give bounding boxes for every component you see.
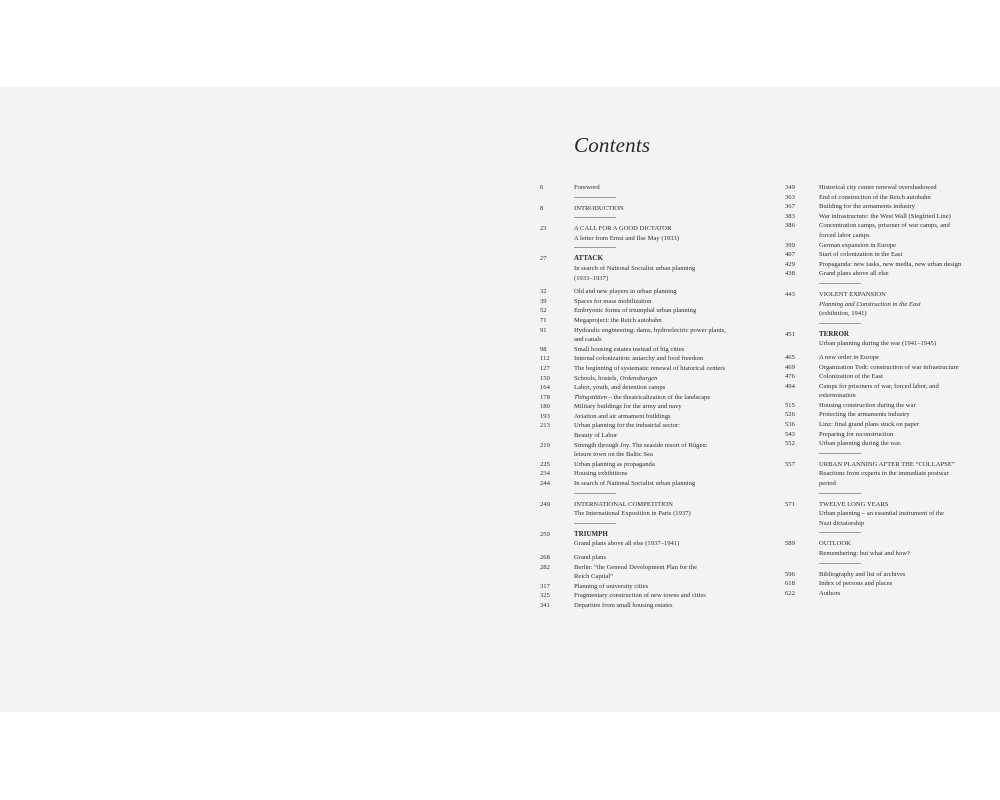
toc-entry[interactable] xyxy=(785,500,985,529)
section-divider xyxy=(785,528,985,539)
toc-entry[interactable] xyxy=(540,297,760,307)
toc-page-number: 341 xyxy=(540,601,550,609)
toc-entry[interactable] xyxy=(540,393,760,403)
toc-page-number: 383 xyxy=(785,212,795,220)
toc-entry-subtitle: Nazi dictatorship xyxy=(819,519,865,527)
toc-entry-title: Grand plans xyxy=(574,554,607,561)
toc-entry[interactable] xyxy=(785,439,985,449)
section-divider xyxy=(785,279,985,290)
toc-entry-subtitle: leisure town on the Baltic Sea xyxy=(574,451,653,459)
toc-page-number: 622 xyxy=(785,589,795,597)
divider-line xyxy=(574,197,616,198)
toc-entry-title: Urban planning for the industrial sector: xyxy=(574,422,681,430)
toc-entry[interactable] xyxy=(540,460,760,470)
toc-entry-subtitle: A letter from Ernst and Ilse May (1933) xyxy=(574,234,679,242)
toc-page-number: 39 xyxy=(540,297,547,305)
toc-entry-title: Urban planning as propaganda xyxy=(574,460,655,468)
toc-entry[interactable] xyxy=(785,250,985,260)
toc-page-number: 349 xyxy=(785,184,795,191)
toc-entry[interactable] xyxy=(785,330,985,349)
toc-entry[interactable] xyxy=(785,401,985,411)
toc-entry-title: Departure from small housing estates xyxy=(574,601,673,609)
toc-entry[interactable] xyxy=(785,382,985,401)
toc-entry-title: Embryonic forms of triumphal urban planning xyxy=(574,307,697,315)
toc-entry-title: Megaproject: the Reich autobahn xyxy=(574,316,662,324)
toc-entry-title xyxy=(574,394,710,401)
toc-page-number: 618 xyxy=(785,580,795,588)
toc-entry-subtitle: period xyxy=(819,480,836,488)
toc-entry-title: Bibliography and list of archives xyxy=(819,570,906,578)
toc-page-number: 164 xyxy=(540,384,550,392)
toc-entry[interactable] xyxy=(540,287,760,297)
toc-page-number: 552 xyxy=(785,440,795,448)
toc-entry[interactable] xyxy=(785,570,985,580)
toc-entry-title: Propaganda: new tasks, new media, new urban design xyxy=(819,260,962,268)
toc-page-number: 52 xyxy=(540,307,547,315)
toc-entry[interactable] xyxy=(540,601,760,611)
toc-entry-title: OUTLOOK xyxy=(819,540,851,548)
toc-entry[interactable] xyxy=(785,193,985,203)
toc-entry-title xyxy=(574,375,657,382)
toc-entry-title: Grand plans above all else xyxy=(819,270,889,278)
toc-entry-text: Ordensburgen xyxy=(619,374,658,382)
toc-entry[interactable] xyxy=(540,224,760,243)
toc-page-number: 438 xyxy=(785,270,795,278)
toc-entry[interactable] xyxy=(540,441,760,460)
toc-page-number: 91 xyxy=(540,326,547,334)
toc-entry-title: URBAN PLANNING AFTER THE “COLLAPSE” xyxy=(819,460,955,468)
toc-entry-title: Fragmentary construction of new towns and cities xyxy=(574,592,706,600)
toc-entry-title: INTRODUCTION xyxy=(574,204,624,212)
divider-line xyxy=(819,493,861,494)
contents-column-right xyxy=(785,183,985,598)
toc-entry-title: Organization Todt: construction of war infrastructure xyxy=(819,363,959,371)
toc-entry-title: Index of persons and places xyxy=(819,580,893,588)
toc-entry[interactable] xyxy=(785,589,985,599)
toc-entry-subtitle: Reich Capital” xyxy=(574,573,613,581)
divider-line xyxy=(819,563,861,564)
toc-entry[interactable] xyxy=(785,363,985,373)
toc-entry[interactable] xyxy=(540,326,760,345)
toc-page-number: 259 xyxy=(540,530,550,538)
toc-page-number: 32 xyxy=(540,288,547,296)
toc-entry[interactable] xyxy=(785,539,985,558)
toc-page-number: 469 xyxy=(785,363,795,371)
toc-entry-subtitle: Urban planning – an essential instrument of the xyxy=(819,510,945,518)
toc-entry-title: ATTACK xyxy=(574,254,603,263)
toc-entry[interactable] xyxy=(540,306,760,316)
toc-page-number: 465 xyxy=(785,353,795,361)
toc-page-number: 363 xyxy=(785,193,795,201)
toc-page-number: 268 xyxy=(540,554,550,561)
toc-page-number: 557 xyxy=(785,460,795,468)
toc-entry-title: Berlin: “the General Development Plan for the xyxy=(574,563,698,571)
toc-entry[interactable] xyxy=(785,430,985,440)
toc-entry-title: Small housing estates instead of big cities xyxy=(574,345,685,353)
toc-entry-title: Concentration camps, prisoner of war camps, and xyxy=(819,222,950,230)
toc-page-number: 543 xyxy=(785,430,795,438)
toc-entry[interactable] xyxy=(540,254,760,283)
toc-entry-title: Colonization of the East xyxy=(819,373,883,381)
toc-page-number: 317 xyxy=(540,582,550,590)
toc-page-number: 515 xyxy=(785,401,795,409)
section-divider xyxy=(540,213,760,224)
toc-entry-title: INTERNATIONAL COMPETITION xyxy=(574,500,673,508)
toc-entry-title: Internal colonization: autarchy and food freedom xyxy=(574,355,704,363)
toc-entry-title: Authors xyxy=(819,589,841,597)
toc-page-number: 407 xyxy=(785,251,795,259)
toc-page-number: 536 xyxy=(785,421,795,429)
divider-line xyxy=(819,453,861,454)
section-divider xyxy=(785,489,985,500)
toc-entry[interactable] xyxy=(785,372,985,382)
toc-page-number: 282 xyxy=(540,563,550,571)
toc-entry-title: Planning of university cities xyxy=(574,582,649,590)
section-divider xyxy=(540,519,760,530)
toc-entry-title: Strength through Joy. The seaside resort of Rügen: xyxy=(574,441,708,449)
toc-page-number: 71 xyxy=(540,316,547,324)
toc-page-number: 225 xyxy=(540,460,550,468)
toc-entry[interactable] xyxy=(785,269,985,279)
toc-page-number: 451 xyxy=(785,330,795,338)
toc-entry[interactable] xyxy=(540,421,760,440)
toc-entry-subtitle: Grand plans above all else (1937–1941) xyxy=(574,540,680,548)
section-divider xyxy=(785,449,985,460)
toc-entry[interactable] xyxy=(785,212,985,222)
toc-entry[interactable] xyxy=(540,183,760,193)
toc-entry-title: Housing construction during the war xyxy=(819,401,916,409)
toc-entry-subtitle: Reactions from experts in the immediate postwar xyxy=(819,470,949,478)
toc-page-number: 429 xyxy=(785,260,795,268)
toc-entry[interactable] xyxy=(540,479,760,489)
toc-entry[interactable] xyxy=(785,260,985,270)
page-title: Contents xyxy=(574,133,651,157)
toc-entry[interactable] xyxy=(540,316,760,326)
toc-entry[interactable] xyxy=(785,183,985,193)
toc-entry-subtitle: (1933–1937) xyxy=(574,274,609,282)
toc-entry-title: Start of colonization in the East xyxy=(819,251,903,259)
toc-entry[interactable] xyxy=(540,500,760,519)
toc-entry-subtitle: forced labor camps xyxy=(819,231,870,239)
toc-entry-text: Schools, hostels, xyxy=(574,374,620,382)
toc-entry-title: German expansion in Europe xyxy=(819,241,897,249)
toc-entry-title: Hydraulic engineering: dams, hydroelectric power plants, xyxy=(574,326,726,334)
section-divider xyxy=(540,243,760,254)
toc-entry-subtitle: Beauty of Labor xyxy=(574,432,618,440)
toc-entry-title: Building for the armaments industry xyxy=(819,203,915,211)
section-divider xyxy=(540,489,760,500)
toc-page-number: 112 xyxy=(540,355,550,363)
section-divider xyxy=(785,559,985,570)
toc-page-number: 219 xyxy=(540,441,550,449)
toc-page-number: 127 xyxy=(540,364,550,372)
toc-entry-title: A new order in Europe xyxy=(819,353,880,361)
toc-entry-title: Preparing for reconstruction xyxy=(819,430,894,438)
toc-entry-title: Camps for prisoners of war, forced labor, and xyxy=(819,382,939,390)
toc-entry[interactable] xyxy=(540,412,760,422)
toc-entry-subtitle: and canals xyxy=(574,336,602,344)
toc-entry-title: TERROR xyxy=(819,329,849,338)
toc-entry-title: Labor, youth, and detention camps xyxy=(574,384,666,392)
toc-entry[interactable] xyxy=(785,290,985,319)
divider-line xyxy=(819,283,861,284)
toc-page-number: 244 xyxy=(540,480,550,488)
toc-page-number: 180 xyxy=(540,403,550,411)
divider-line xyxy=(574,247,616,248)
toc-page-number: 367 xyxy=(785,203,795,211)
divider-line xyxy=(574,493,616,494)
toc-entry-title: Spaces for mass mobilization xyxy=(574,297,652,305)
toc-entry-subtitle: Planning and Construction in the East xyxy=(819,300,921,308)
divider-line xyxy=(819,323,861,324)
toc-entry-title: TWELVE LONG YEARS xyxy=(819,500,889,508)
toc-entry[interactable] xyxy=(785,410,985,420)
toc-entry[interactable] xyxy=(785,202,985,212)
toc-entry-title: VIOLENT EXPANSION xyxy=(819,290,886,298)
toc-entry[interactable] xyxy=(540,469,760,479)
toc-entry-title: Old and new players in urban planning xyxy=(574,288,677,296)
toc-page-number: 8 xyxy=(540,204,544,212)
toc-page-number: 98 xyxy=(540,345,547,353)
toc-entry-title: In search of National Socialist urban planning xyxy=(574,480,696,488)
toc-entry-subtitle: (exhibition, 1941) xyxy=(819,310,867,318)
toc-page-number: 494 xyxy=(785,382,795,390)
toc-page-number: 178 xyxy=(540,393,550,401)
toc-entry[interactable] xyxy=(540,374,760,384)
toc-entry[interactable] xyxy=(540,364,760,374)
toc-entry-subtitle: Remembering: but what and how? xyxy=(819,550,910,557)
toc-entry-subtitle: The International Exposition in Paris (1937) xyxy=(574,510,691,518)
toc-page-number: 443 xyxy=(785,290,795,298)
toc-page-number: 476 xyxy=(785,373,795,381)
toc-page-number: 526 xyxy=(785,411,795,419)
toc-entry-title: End of construction of the Reich autobahn xyxy=(819,193,931,201)
toc-page-number: 23 xyxy=(540,225,547,233)
toc-page-number: 213 xyxy=(540,422,550,430)
toc-entry-title: Housing exhibitions xyxy=(574,470,628,478)
toc-page-number: 27 xyxy=(540,255,547,263)
toc-entry-title: TRIUMPH xyxy=(574,529,608,538)
toc-entry-subtitle: In search of National Socialist urban planning xyxy=(574,264,696,272)
section-divider xyxy=(540,193,760,204)
toc-entry-text: Thingstätten xyxy=(574,393,607,401)
toc-entry-title: A CALL FOR A GOOD DICTATOR xyxy=(574,225,672,233)
toc-page-number: 234 xyxy=(540,470,550,478)
section-divider xyxy=(785,319,985,330)
toc-entry[interactable] xyxy=(540,383,760,393)
contents-column-left xyxy=(540,183,760,611)
toc-entry-title: Historical city center renewal overshadowed xyxy=(819,184,937,191)
toc-page-number: 6 xyxy=(540,184,544,191)
toc-page-number: 386 xyxy=(785,222,795,230)
toc-entry-title: The beginning of systematic renewal of historical centers xyxy=(574,364,726,372)
toc-entry-title: Protecting the armaments industry xyxy=(819,411,910,419)
toc-entry[interactable] xyxy=(540,204,760,214)
divider-line xyxy=(574,217,616,218)
toc-entry-title: Military buildings for the army and navy xyxy=(574,403,682,411)
toc-entry-subtitle: extermination xyxy=(819,392,856,400)
toc-entry[interactable] xyxy=(785,420,985,430)
toc-entry[interactable] xyxy=(785,241,985,251)
toc-entry-title: Foreword xyxy=(574,184,600,191)
divider-line xyxy=(574,523,616,524)
toc-entry-title: Aviation and air armament buildings xyxy=(574,412,671,420)
toc-page-number: 571 xyxy=(785,500,795,508)
toc-entry[interactable] xyxy=(540,553,760,563)
toc-entry-title: War infrastructure: the West Wall (Siegfried Line) xyxy=(819,212,951,220)
toc-page-number: 150 xyxy=(540,374,550,382)
toc-entry[interactable] xyxy=(540,402,760,412)
toc-entry[interactable] xyxy=(540,591,760,601)
toc-entry[interactable] xyxy=(540,563,760,582)
toc-page-number: 596 xyxy=(785,570,795,578)
toc-entry-title: Linz: final grand plans stuck on paper xyxy=(819,421,919,429)
toc-page-number: 399 xyxy=(785,241,795,249)
toc-page-number: 589 xyxy=(785,540,795,548)
toc-entry[interactable] xyxy=(785,579,985,589)
toc-entry[interactable] xyxy=(540,582,760,592)
toc-entry[interactable] xyxy=(785,221,985,240)
toc-entry-subtitle: Urban planning during the war (1941–1945) xyxy=(819,340,937,348)
toc-entry-text: – the theatricalization of the landscape xyxy=(606,393,711,401)
toc-page-number: 193 xyxy=(540,412,550,420)
toc-entry[interactable] xyxy=(785,460,985,489)
toc-page-number: 325 xyxy=(540,592,550,600)
toc-entry[interactable] xyxy=(540,354,760,364)
toc-entry[interactable] xyxy=(540,345,760,355)
toc-entry-title: Urban planning during the war. xyxy=(819,440,902,448)
toc-entry[interactable] xyxy=(785,353,985,363)
toc-entry[interactable] xyxy=(540,530,760,549)
toc-page-number: 249 xyxy=(540,500,550,508)
divider-line xyxy=(819,532,861,533)
